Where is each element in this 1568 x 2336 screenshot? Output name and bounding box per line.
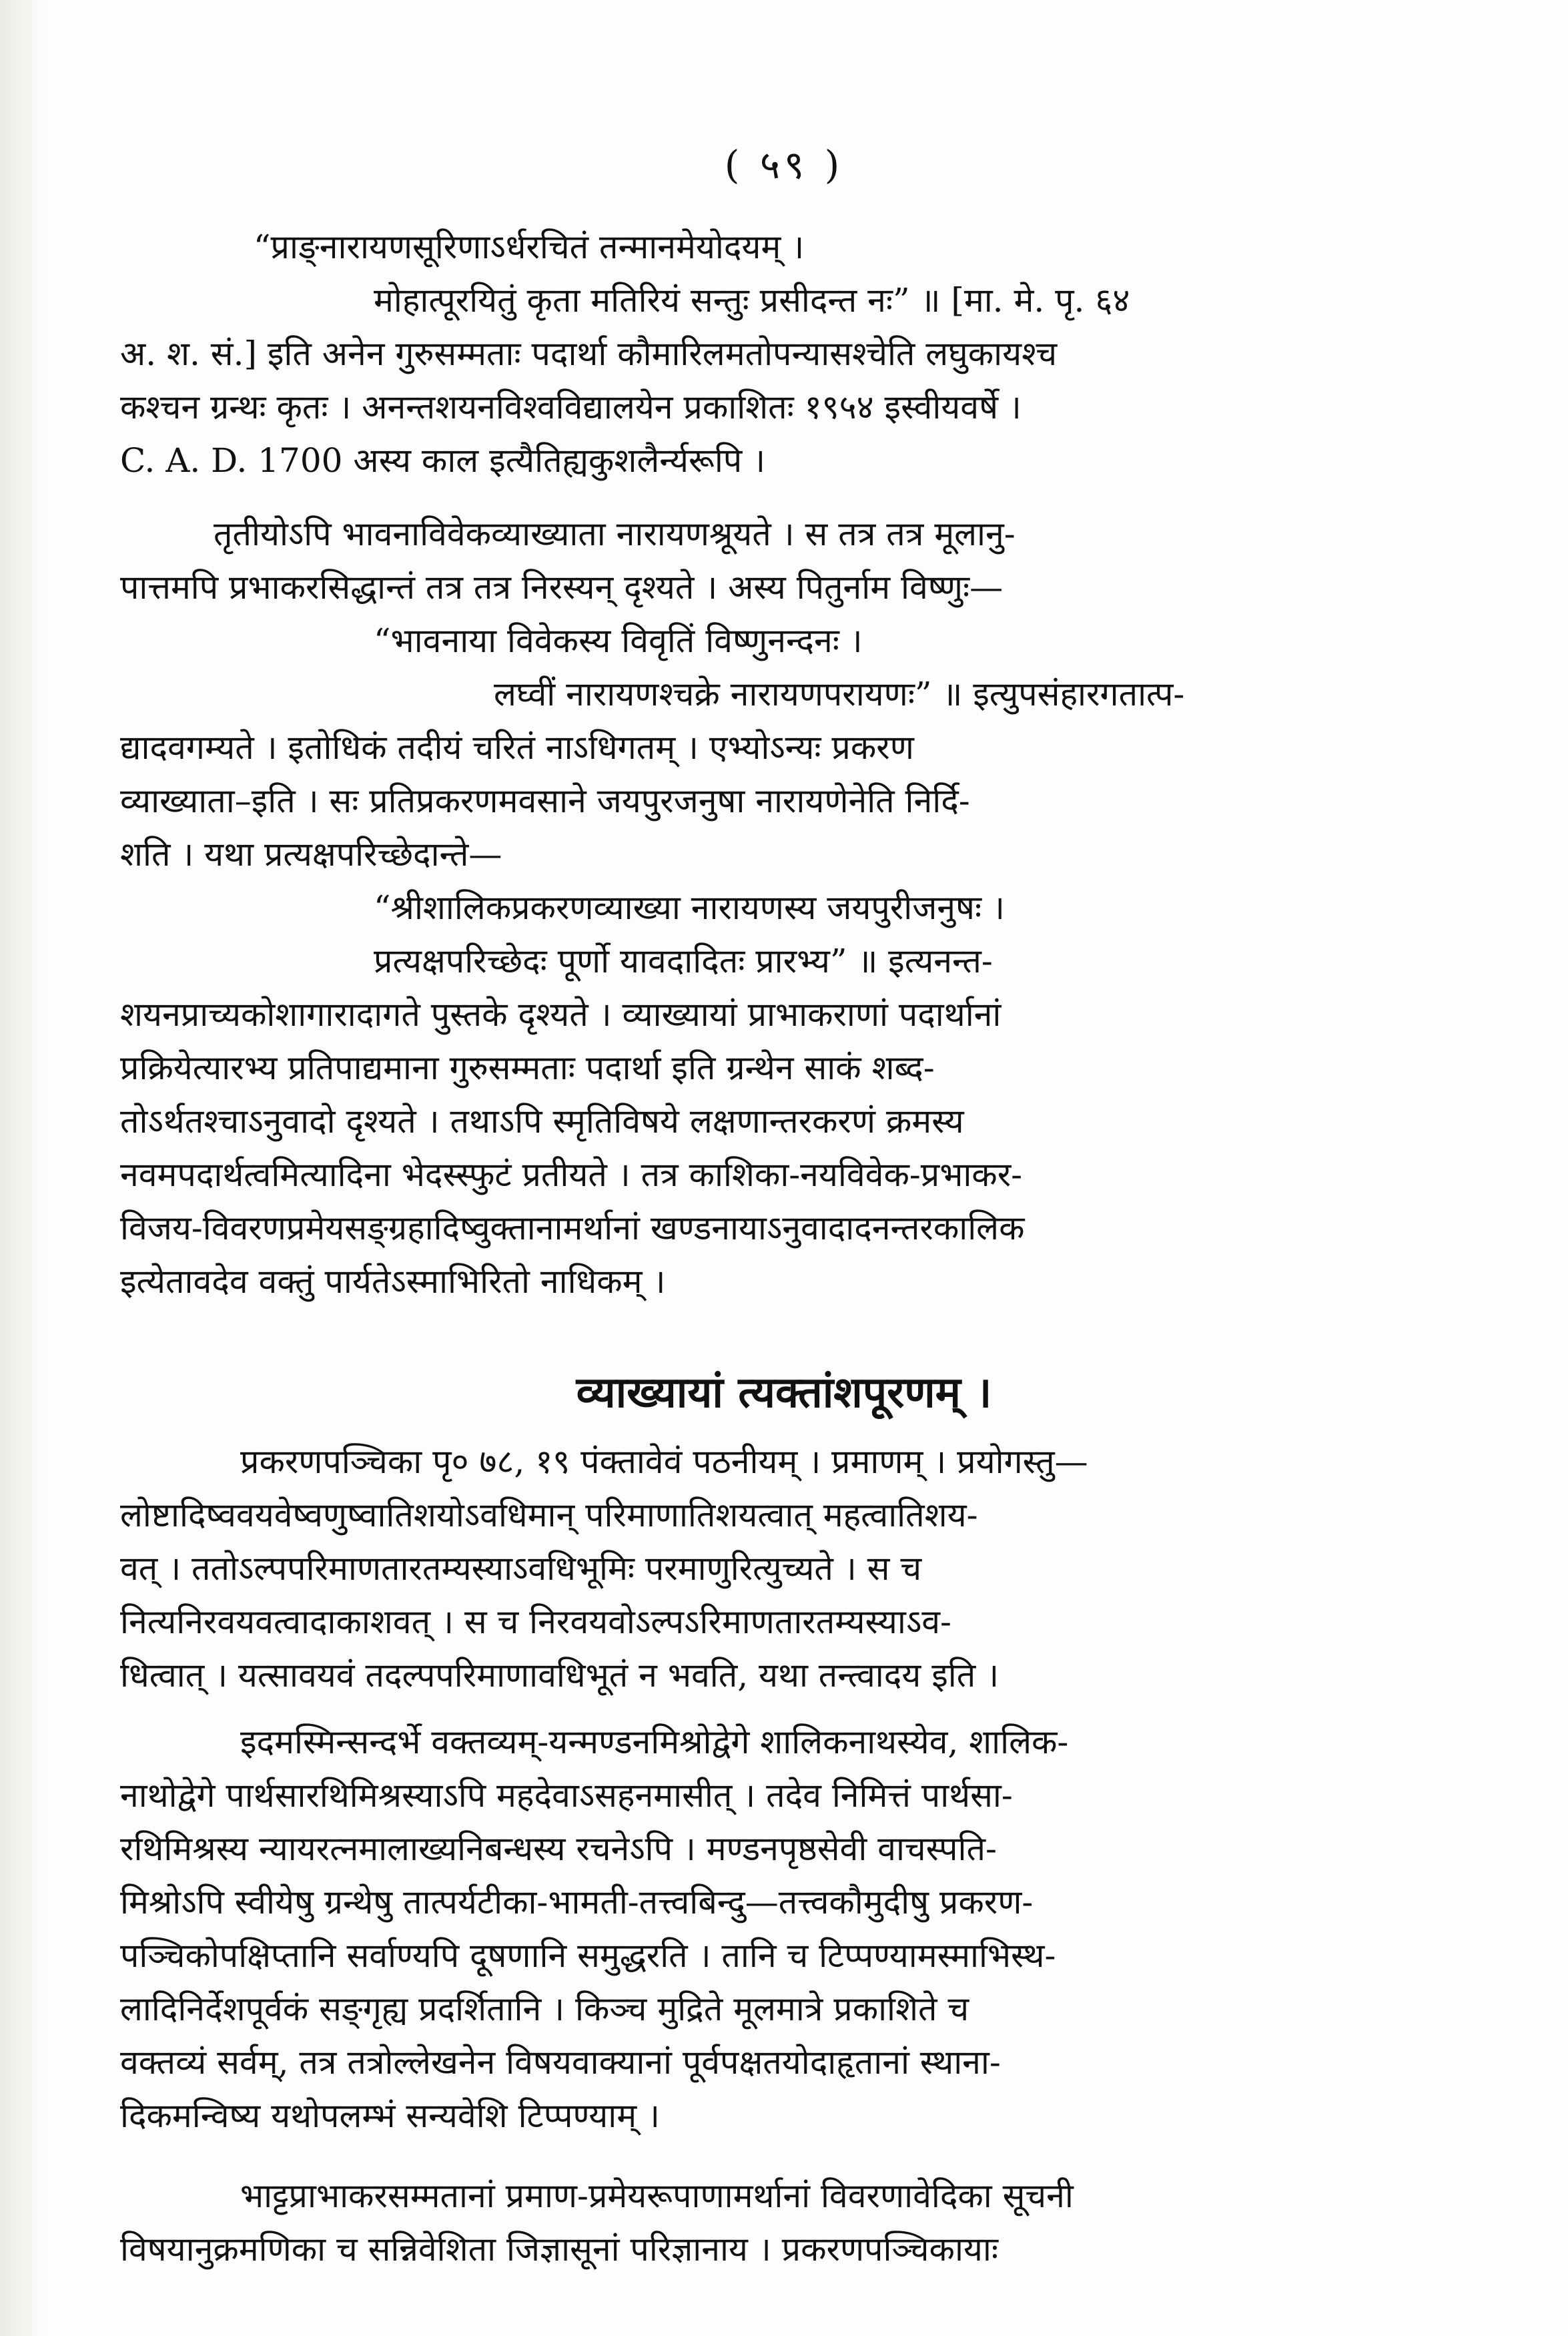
verse-block-intro <box>120 220 1448 487</box>
text-line: अ. श. सं.] इति अनेन गुरुसम्मताः पदार्था कौमारिलमतोपन्यासश्चेति लघुकायश्च <box>120 334 1058 373</box>
text-line: वत् । ततोऽल्पपरिमाणतारतम्यस्याऽवधिभूमिः परमाणुरित्युच्यते । स च <box>120 1549 922 1588</box>
text-line: लादिनिर्देशपूर्वकं सङ्गृह्य प्रदर्शितानि । किञ्च मुद्रिते मूलमात्रे प्रकाशिते च <box>120 1990 969 2028</box>
text-line: शति । यथा प्रत्यक्षपरिच्छेदान्ते— <box>120 835 502 874</box>
text-line: पञ्चिकोपक्षिप्तानि सर्वाण्यपि दूषणानि समुद्धरति । तानि च टिप्पण्यामस्माभिस्थ- <box>120 1936 1056 1975</box>
text-line: विषयानुक्रमणिका च सन्निवेशिता जिज्ञासूनां परिज्ञानाय । प्रकरणपञ्चिकायाः <box>120 2230 998 2269</box>
text-line: इदमस्मिन्सन्दर्भे वक्तव्यम्-यन्मण्डनमिश्रोद्वेगे शालिकनाथस्येव, शालिक- <box>240 1723 1069 1761</box>
text-line: “भावनाया विवेकस्य विवृतिं विष्णुनन्दनः । <box>374 621 863 660</box>
text-line: इत्येतावदेव वक्तुं पार्यतेऽस्माभिरितो नाधिकम् । <box>120 1262 666 1301</box>
text-line: C. A. D. 1700 अस्य काल इत्यैतिह्यकुशलैर्न्यरूपि । <box>120 441 766 480</box>
text-line: प्रकरणपञ्चिका पृ० ७८, १९ पंक्तावेवं पठनीयम् । प्रमाणम् । प्रयोगस्तु— <box>240 1442 1088 1481</box>
paragraph-index-note <box>120 2169 1448 2276</box>
text-line: रथिमिश्रस्य न्यायरत्नमालाख्यनिबन्धस्य रचनेऽपि । मण्डनपृष्ठसेवी वाचस्पति- <box>120 1829 997 1868</box>
text-line: तोऽर्थतश्चाऽनुवादो दृश्यते । तथाऽपि स्मृतिविषये लक्षणान्तरकरणं क्रमस्य <box>120 1102 964 1141</box>
text-line: शयनप्राच्यकोशागारादागते पुस्तके दृश्यते । व्याख्यायां प्राभाकराणां पदार्थानां <box>120 995 1002 1034</box>
text-line: “प्राङ्नारायणसूरिणाऽर्धरचितं तन्मानमेयोदयम् । <box>254 228 805 266</box>
scan-edge-shadow <box>0 0 47 2336</box>
section-heading: व्याख्यायां त्यक्तांशपूरणम् । <box>576 1368 992 1418</box>
paragraph-narayana <box>120 507 1448 1308</box>
text-line: कश्चन ग्रन्थः कृतः । अनन्तशयनविश्वविद्यालयेन प्रकाशितः १९५४ इस्वीयवर्षे । <box>120 388 1022 426</box>
text-line: प्रत्यक्षपरिच्छेदः पूर्णो यावदादितः प्रारभ्य” ॥ इत्यनन्त- <box>374 942 993 980</box>
text-line: भाट्टप्राभाकरसम्मतानां प्रमाण-प्रमेयरूपाणामर्थानां विवरणावेदिका सूचनी <box>240 2176 1074 2215</box>
text-line: नवमपदार्थत्वमित्यादिना भेदस्स्फुटं प्रतीयते । तत्र काशिका-नयविवेक-प्रभाकर- <box>120 1155 1023 1194</box>
text-line: मिश्रोऽपि स्वीयेषु ग्रन्थेषु तात्पर्यटीका-भामती-तत्त्वबिन्दु—तत्त्वकौमुदीषु प्रकरण- <box>120 1883 1034 1922</box>
text-line: तृतीयोऽपि भावनाविवेकव्याख्याता नारायणश्रूयते । स तत्र तत्र मूलानु- <box>214 515 1016 553</box>
text-line: व्याख्याता–इति । सः प्रतिप्रकरणमवसाने जयपुरजनुषा नारायणेनेति निर्दि- <box>120 782 970 820</box>
text-line: नाथोद्वेगे पार्थसारथिमिश्रस्याऽपि महदेवाऽसहनमासीत् । तदेव निमित्तं पार्थसा- <box>120 1776 1013 1815</box>
text-line: धित्वात् । यत्सावयवं तदल्पपरिमाणावधिभूतं न भवति, यथा तन्त्वादय इति । <box>120 1656 1000 1695</box>
text-line: वक्तव्यं सर्वम्, तत्र तत्रोल्लेखनेन विषयवाक्यानां पूर्वपक्षतयोदाहृतानां स्थाना- <box>120 2043 1001 2082</box>
text-line: “श्रीशालिकप्रकरणव्याख्या नारायणस्य जयपुरीजनुषः । <box>374 888 1005 927</box>
text-line: मोहात्पूरयितुं कृता मतिरियं सन्तुः प्रसीदन्त नः” ॥ [मा. मे. पृ. ६४ <box>374 281 1130 320</box>
text-line: प्रक्रियेत्यारभ्य प्रतिपाद्यमाना गुरुसम्मताः पदार्था इति ग्रन्थेन साकं शब्द- <box>120 1049 935 1087</box>
text-line: लघ्वीं नारायणश्चक्रे नारायणपरायणः” ॥ इत्युपसंहारगतात्प- <box>494 675 1185 713</box>
text-line: पात्तमपि प्रभाकरसिद्धान्तं तत्र तत्र निरस्यन् दृश्यते । अस्य पितुर्नाम विष्णुः— <box>120 568 1004 607</box>
text-line: विजय-विवरणप्रमेयसङ्ग्रहादिष्वुक्तानामर्थानां खण्डनायाऽनुवादादनन्तरकालिक <box>120 1209 1025 1247</box>
page-number: ( ५९ ) <box>724 142 844 188</box>
paragraph-context <box>120 1715 1448 2142</box>
text-line: लोष्टादिष्ववयवेष्वणुष्वातिशयोऽवधिमान् परिमाणातिशयत्वात् महत्वातिशय- <box>120 1496 978 1534</box>
text-line: द्यादवगम्यते । इतोधिकं तदीयं चरितं नाऽधिगतम् । एभ्योऽन्यः प्रकरण <box>120 728 914 767</box>
text-line: नित्यनिरवयवत्वादाकाशवत् । स च निरवयवोऽल्पऽरिमाणतारतम्यस्याऽव- <box>120 1602 951 1641</box>
paragraph-filled-portion <box>120 1435 1448 1702</box>
text-line: दिकमन्विष्य यथोपलम्भं सन्यवेशि टिप्पण्याम् । <box>120 2096 660 2135</box>
